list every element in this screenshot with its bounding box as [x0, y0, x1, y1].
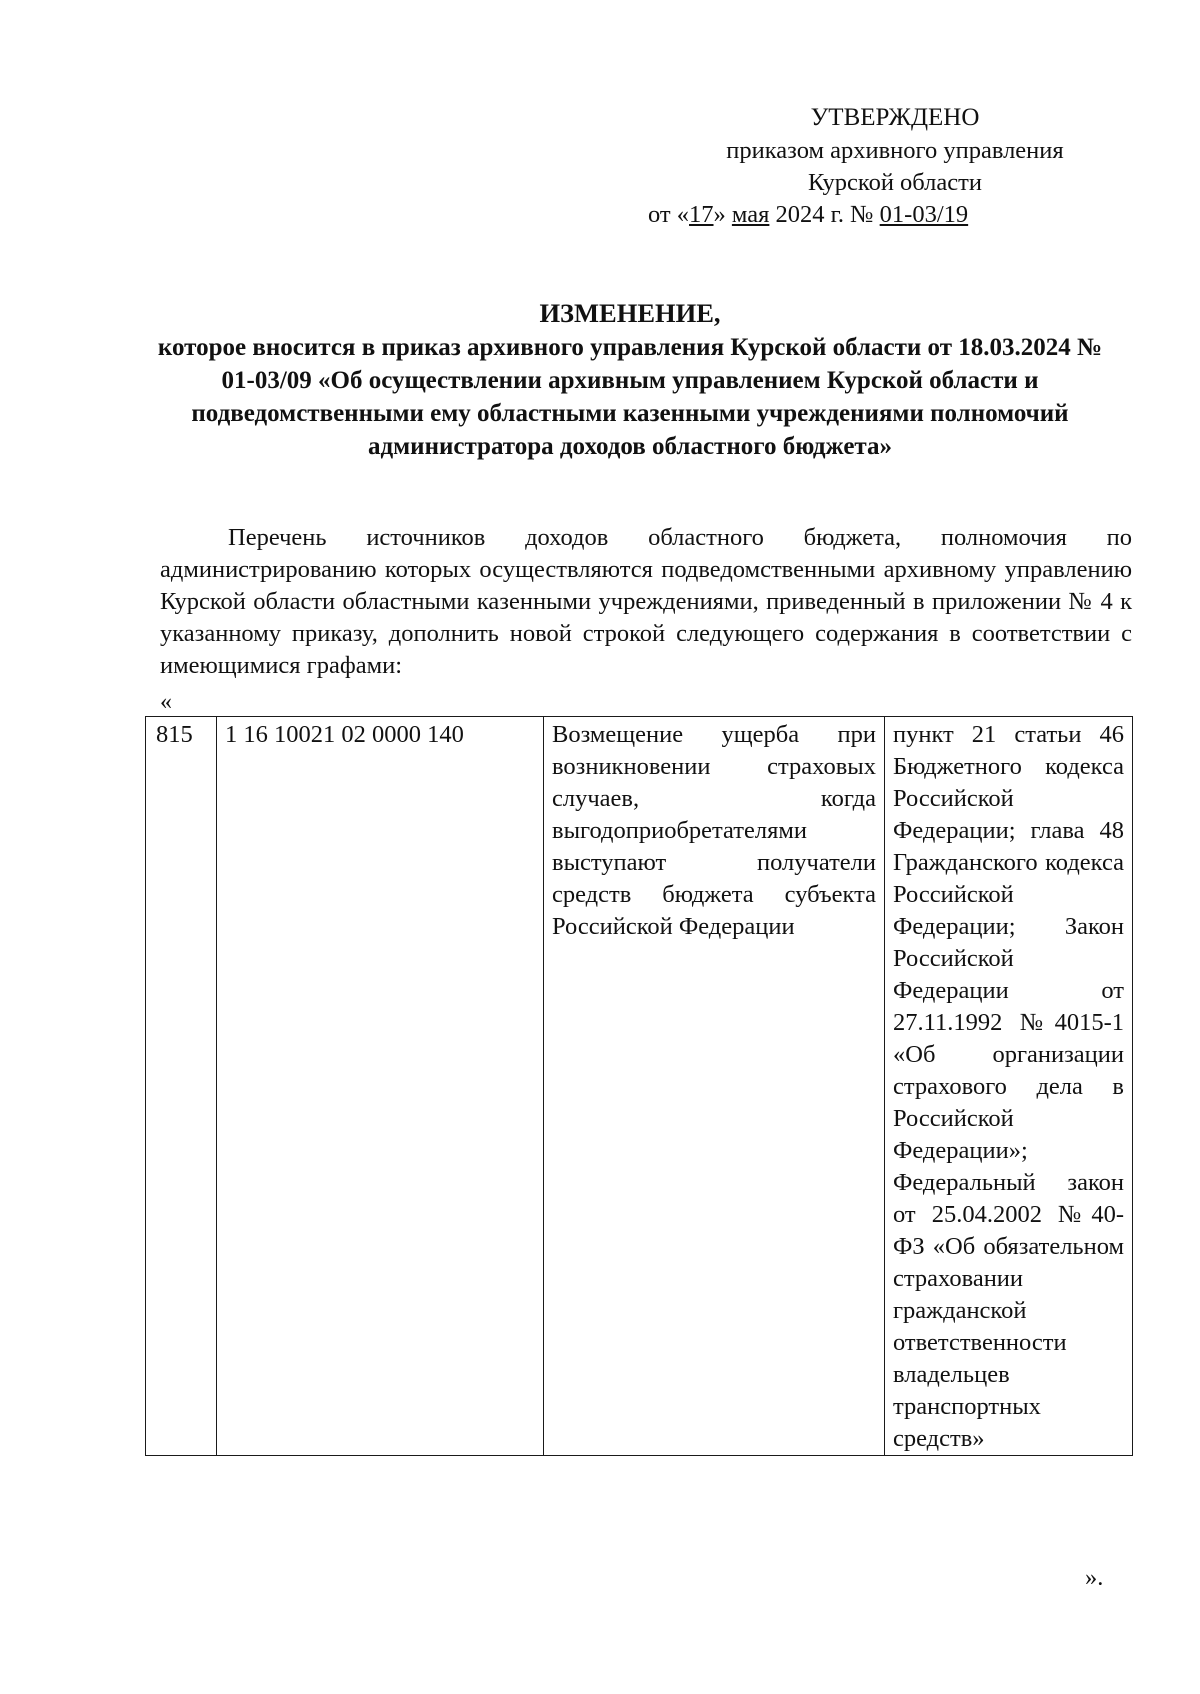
approval-month: мая	[731, 201, 770, 228]
cell-kbk-code: 1 16 10021 02 0000 140	[217, 717, 544, 1456]
cell-admin-code: 815	[146, 717, 217, 1456]
approval-line-1: приказом архивного управления	[726, 137, 1064, 164]
date-prefix: от «	[648, 201, 690, 228]
approval-date-line	[648, 199, 1118, 231]
revenue-table	[145, 716, 1133, 1456]
cell-legal-basis: пункт 21 статьи 46 Бюджетного кодекса Российской Федерации; глава 48 Гражданского кодекса Российской Федерации; Закон Российской Федерации от 27.11.1992 №4015-1 «Об организации страхового дела в Российской Федерации»; Федеральный закон от 25.04.2002 №40-ФЗ «Об обязательном страховании гражданской ответственности владельцев транспортных средств»	[885, 717, 1133, 1456]
approval-day: 17	[689, 201, 714, 228]
document-title: ИЗМЕНЕНИЕ,	[539, 298, 721, 328]
document-heading	[140, 297, 1120, 463]
approval-line-2: Курской области	[808, 169, 982, 196]
open-quote: «	[160, 689, 172, 715]
approval-year: 2024 г. №	[775, 201, 880, 228]
cell-revenue-name: Возмещение ущерба при возникновении страховых случаев, когда выгодоприобретателями выступают получатели средств бюджета субъекта Российской Федерации	[544, 717, 885, 1456]
approval-number: 01-03/19	[879, 201, 969, 228]
date-mid: »	[713, 201, 732, 228]
intro-paragraph: Перечень источников доходов областного бюджета, полномочия по администрированию которых осуществляются подведомственными архивному управлению Курской области областными казенными учреждениями, приведенный в приложении № 4 к указанному приказу, дополнить новой строкой следующего содержания в соответствии с имеющимися графами:	[160, 524, 1132, 679]
table-row	[146, 717, 1133, 1456]
approval-block	[648, 102, 1130, 231]
approval-title: УТВЕРЖДЕНО	[810, 104, 980, 131]
document-subtitle: которое вносится в приказ архивного управления Курской области от 18.03.2024 № 01-03/09 «Об осуществлении архивным управлением Курской области и подведомственными ему областными казенными учреждениями полномочий администратора доходов областного бюджета»	[157, 334, 1103, 460]
close-quote: ».	[1085, 1564, 1104, 1591]
